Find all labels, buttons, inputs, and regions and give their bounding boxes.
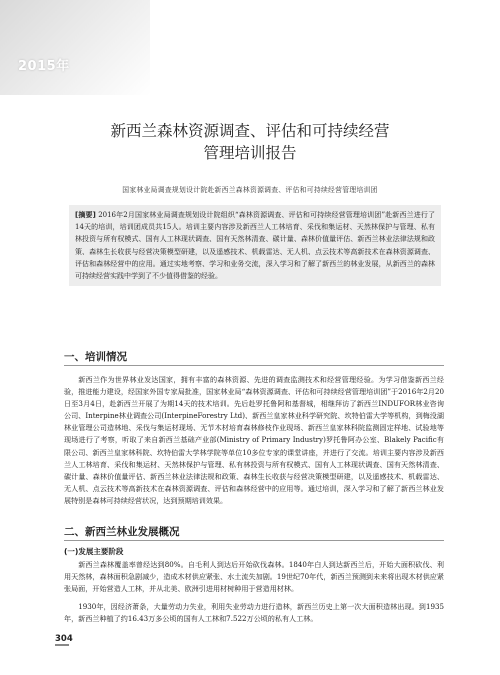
- year-watermark: 2015年: [18, 59, 70, 74]
- section-heading-1: 一、培训情况: [64, 351, 127, 363]
- section-2-paragraph-2: 1930年，因经济萧条，大量劳动力失业，利用失业劳动力进行造林，新西兰历史上第一次大面积造林出现。到1935年，新西兰种植了约16.43万多公顷的国有人工林和7.522万公顷的私有人工林。: [64, 602, 444, 624]
- abstract-text: 2016年2月国家林业局调查规划设计院组织“森林资源调查、评估和可持续经营管理培训团”赴新西兰进行了14天的培训，培训团成员共15人。培训主要内容涉及新西兰人工林培育、采伐和集运材、天然林保护与管理、私有林投资与所有权模式、国有人工林现状调查、国有天然林清查、碳计量、森林价值量评估、新西兰林业法律法规和政策、森林生长收获与经营决策模型研建，以及遥感技术、机载雷达、无人机、点云技术等高新技术在森林资源调查、评估和森林经营中的应用。通过实地考察、学习和业务交流，深入学习和了解了新西兰的林业发展，从新西兰的森林可持续经营实践中学到了不少值得借鉴的经验。: [75, 211, 435, 281]
- section-rule-2: [64, 540, 444, 541]
- section-2-paragraph-1: 新西兰森林覆盖率曾经达到80%。自毛利人到达后开始砍伐森林。1840年白人到达新西兰后，开始大面积砍伐、利用天然林，森林面积急剧减少，造成木材供应紧张、水土流失加剧。19世纪70年代，新西兰预测到未来将出现木材供应紧张局面，开始营造人工林，并从北美、欧洲引进用材树种用于营造用材林。: [64, 560, 444, 594]
- abstract-box: [69, 205, 441, 286]
- corner-decoration: [0, 0, 150, 95]
- abstract-label: [摘要]: [75, 211, 96, 219]
- title-line-1: 新西兰森林资源调查、评估和可持续经营: [110, 122, 390, 140]
- section-rule-1: [64, 365, 444, 366]
- section-1-paragraph: 新西兰作为世界林业发达国家，拥有丰富的森林资源、先进的调查监测技术和经营管理经验。为学习借鉴新西兰经验，推进能力建设，经国家外国专家局批准，国家林业局“森林资源调查、评估和可持续经营管理培训团”于2016年2月20日至3月4日，赴新西兰开展了为期14天的技术培训。先后赴罗托鲁阿和基督城，相继拜访了新西兰INDUFOR林业咨询公司、Interpine林业调查公司(InterpineForestry Ltd)、新西兰皇家林业科学研究院、坎特伯雷大学等机构，到梅没湖林业管理公司造林地、采伐与集运材现场、无节木材培育森林修枝作业现场、新西兰皇家林科院监测固定样地、试验地等现场进行了考察，听取了来自新西兰基础产业部(Ministry of Primary Industry)罗托鲁阿办公室、Blakely Pacific有限公司、新西兰皇家林科院、坎特伯雷大学林学院等单位10多位专家的课堂讲座，并进行了交流。培训主要内容涉及新西兰人工林培育、采伐和集运材、天然林保护与管理、私有林投资与所有权模式、国有人工林现状调查、国有天然林清查、碳计量、森林价值量评估、新西兰林业法律法规和政策、森林生长收获与经营决策模型研建，以及遥感技术、机载雷达、无人机、点云技术等高新技术在森林资源调查、评估和森林经营中的应用等。通过培训，深入学习和了解了新西兰林业发展特别是森林可持续经营状况，达到预期培训效果。: [64, 375, 444, 505]
- section-heading-2: 二、新西兰林业发展概况: [64, 526, 180, 538]
- author-line: 国家林业局调查规划设计院赴新西兰森林资源调查、评估和可持续经营管理培训团: [122, 186, 378, 194]
- page-number-underline: [55, 644, 69, 646]
- title-line-2: 管理培训报告: [203, 144, 297, 162]
- page-title: [40, 120, 460, 164]
- subsection-heading: (一)发展主要阶段: [64, 547, 124, 556]
- page-number: 304: [55, 634, 73, 644]
